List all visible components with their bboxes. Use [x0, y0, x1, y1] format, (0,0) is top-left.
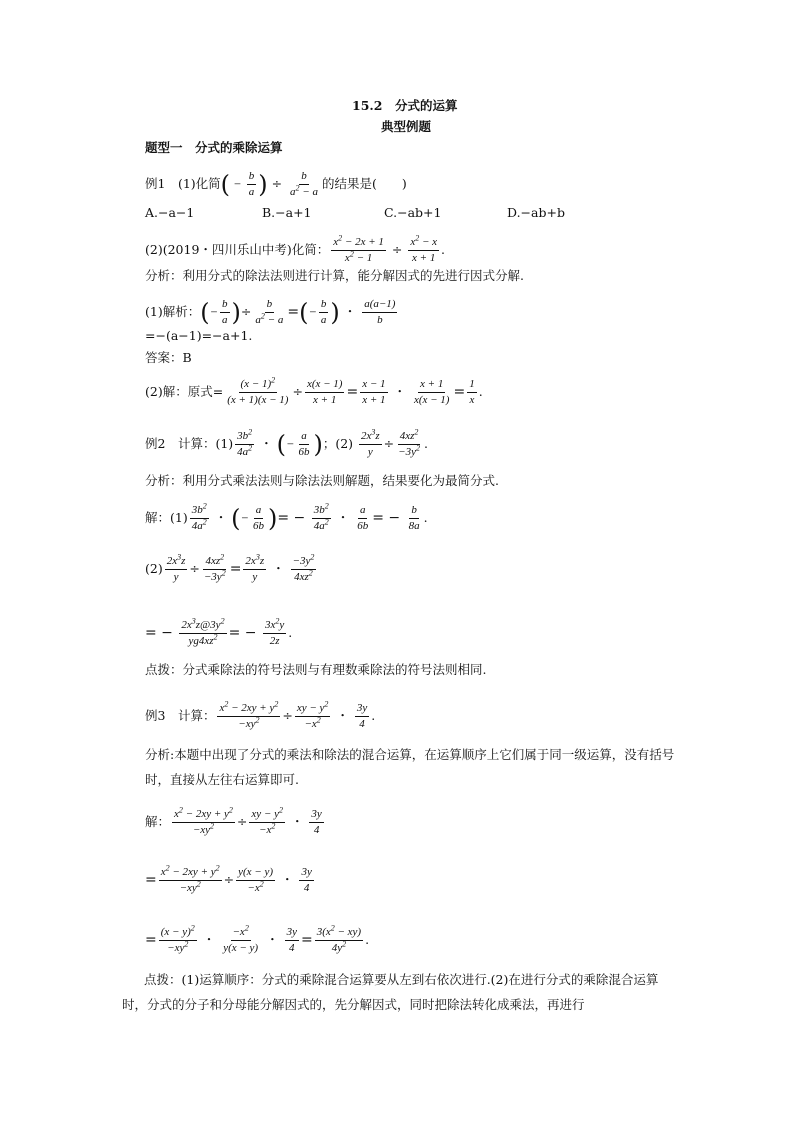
ex1-solution-1: (1)解析：(− $\frac{b}{a}$ )÷ $\frac{b}{a^2 - a}$ =(− $\frac{b}{a}$ ) ・ $\frac{a(a-1)}{b}$	[145, 298, 396, 327]
ex2-analysis: 分析：利用分式乘法法则与除法法则解题，结果要化为最简分式.	[145, 473, 499, 488]
ex1-tail: 的结果是( )	[321, 176, 407, 191]
ex2-solution-1: 解：(1) $\frac{3b^2}{4a^2}$ ・ (− $\frac{a}{6b}$ )= − $\frac{3b^2}{4a^2}$ ・ $\frac{a}{6b}$ = − $\frac{b}{8a}$ .	[145, 501, 428, 533]
ex1-option-d: D.−ab+b	[507, 205, 565, 220]
ex1-solution-2: (2)解：原式= $\frac{(x - 1)^2}{(x + 1)(x - 1)}$ ÷ $\frac{x(x - 1)}{x + 1}$ = $\frac{x - 1}{x + 1}$ ・ $\frac{x + 1}{x(x - 1)}$ = $\frac{1}{x}$ .	[145, 375, 483, 406]
ex3-solution-2: = $\frac{x^2 - 2xy + y^2}{-xy^2}$ ÷ $\frac{y(x - y)}{-x^2}$ ・ $\frac{3y}{4}$	[145, 863, 312, 894]
ex1-analysis: 分析：利用分式的除法法则进行计算，能分解因式的先进行因式分解.	[145, 268, 524, 283]
ex2-solution-2: (2) $\frac{2x^3z}{y}$ ÷ $\frac{4xz^2}{-3y^2}$ = $\frac{2x^3z}{y}$ ・ $\frac{-3y^2}{4xz^2}$	[145, 552, 315, 583]
ex1-answer: 答案：B	[145, 350, 192, 365]
ex2-solution-3: = − $\frac{2x^3z@3y^2}{yg4xz^2}$ = − $\frac{3x^2y}{2z}$ .	[145, 616, 293, 647]
ex2-line: 例2 计算：(1) $\frac{3b^2}{4a^2}$ ・ (− $\frac{a}{6b}$ )；(2) $\frac{2x^3z}{y}$ ÷ $\frac{4xz^2}{-3y^2}$ .	[145, 427, 428, 459]
ex3-analysis: 分析:本题中出现了分式的乘法和除法的混合运算，在运算顺序上它们属于同一级运算，没有括号时，直接从左往右运算即可.	[145, 747, 675, 787]
ex3-tip: 点拨：(1)运算顺序：分式的乘除混合运算要从左到右依次进行.(2)在进行分式的乘除混合运算时，分式的分子和分母能分解因式的，先分解因式，同时把除法转化成乘法，再进行	[122, 972, 659, 1012]
ex1-option-b: B.−a+1	[262, 205, 312, 220]
page-subtitle: 典型例题	[381, 119, 432, 134]
ex3-line: 例3 计算： $\frac{x^2 - 2xy + y^2}{-xy^2}$ ÷ $\frac{xy - y^2}{-x^2}$ ・ $\frac{3y}{4}$ .	[145, 699, 376, 730]
ex1-label: 例1 (1)化简	[145, 176, 221, 191]
section-heading: 题型一 分式的乘除运算	[145, 140, 283, 155]
page-title: 15.2 分式的运算	[352, 98, 458, 113]
ex3-solution-3: = $\frac{(x - y)^2}{-xy^2}$ ・ $\frac{-x^2}{y(x - y)}$ ・ $\frac{3y}{4}$ = $\frac{3(x^2 - xy)}{4y^2}$ .	[145, 923, 370, 954]
ex2-tip: 点拨：分式乘除法的符号法则与有理数乘除法的符号法则相同.	[145, 662, 487, 677]
ex1-option-a: A.−a−1	[145, 205, 195, 220]
ex1-part2: (2)(2019・四川乐山中考)化简： $\frac{x^2 - 2x + 1}{x^2 - 1}$ ÷ $\frac{x^2 - x}{x + 1}$ .	[145, 233, 446, 264]
ex1-line: 例1 (1)化简( − $\frac{b}{a}$ ) ÷ $\frac{b}{a^2 - a}$ 的结果是( )	[145, 170, 407, 199]
ex3-solution-1: 解： $\frac{x^2 - 2xy + y^2}{-xy^2}$ ÷ $\frac{xy - y^2}{-x^2}$ ・ $\frac{3y}{4}$	[145, 805, 322, 836]
ex1-solution-line2: =−(a−1)=−a+1.	[145, 328, 253, 343]
ex1-option-c: C.−ab+1	[384, 205, 442, 220]
